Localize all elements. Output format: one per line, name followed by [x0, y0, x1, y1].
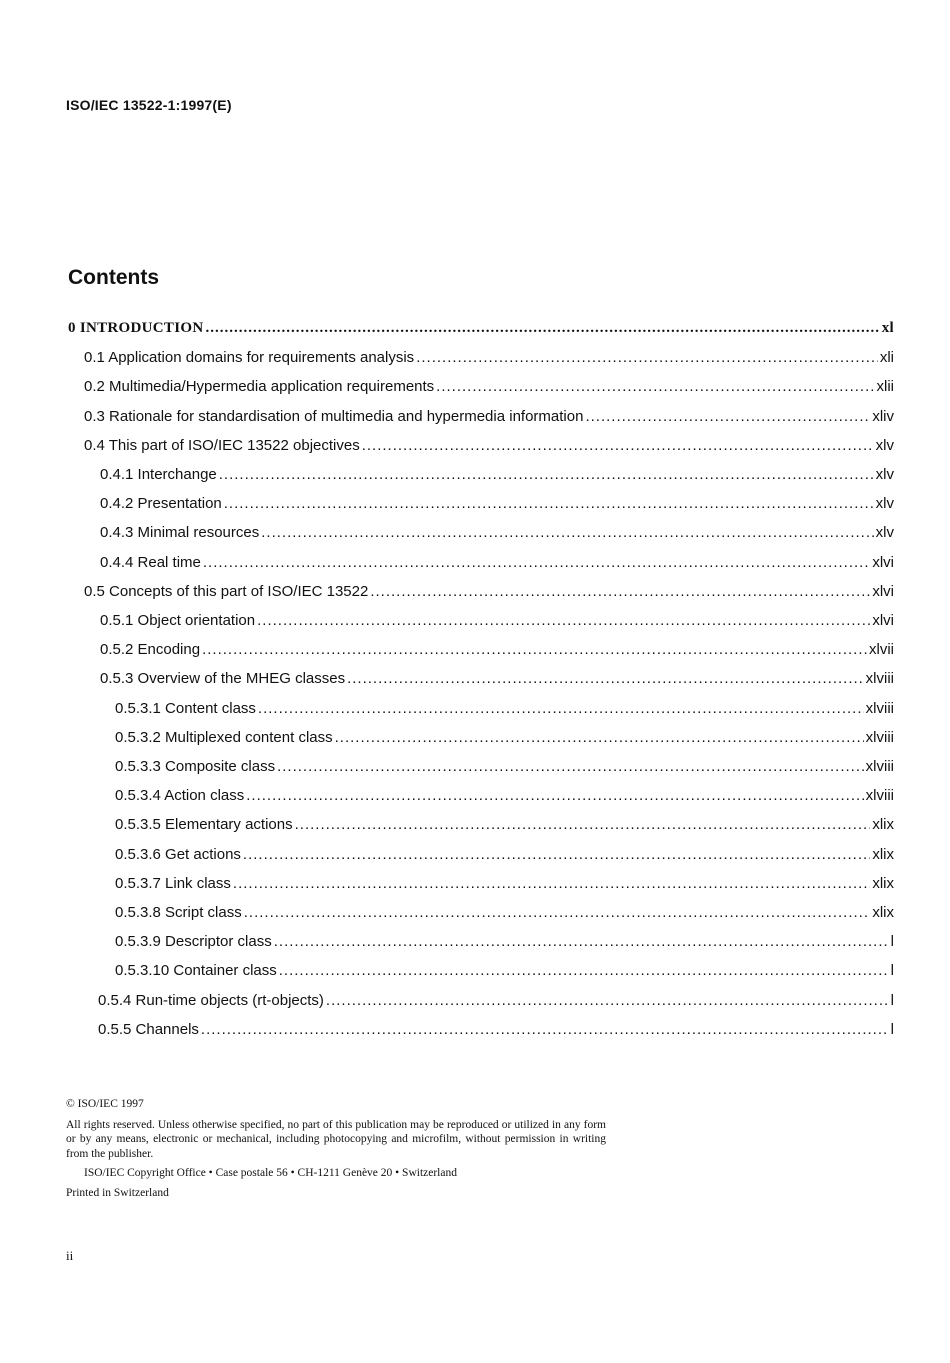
page-number: ii [66, 1248, 74, 1263]
toc-entry-label: 0.1 Application domains for requirements analysis [84, 349, 415, 366]
toc-entry[interactable] [100, 518, 894, 547]
toc-leader-dots [244, 898, 871, 927]
toc-entry-label: 0.5.4 Run-time objects (rt-objects) [98, 992, 324, 1009]
toc-entry-label: 0.2 Multimedia/Hypermedia application requirements [84, 378, 435, 395]
toc-leader-dots [203, 548, 870, 577]
toc-leader-dots [347, 664, 864, 693]
toc-entry-label: 0.5.3 Overview of the MHEG classes [100, 670, 346, 687]
toc-entry[interactable] [100, 460, 894, 489]
document-id-header: ISO/IEC 13522-1:1997(E) [66, 97, 232, 113]
toc-entry[interactable] [98, 986, 894, 1015]
toc-entry-page: l [890, 992, 894, 1009]
toc-entry[interactable] [84, 343, 894, 372]
toc-entry[interactable] [115, 956, 894, 985]
toc-entry-page: xlii [876, 378, 894, 395]
toc-leader-dots [277, 752, 864, 781]
toc-entry[interactable] [84, 402, 894, 431]
toc-leader-dots [258, 694, 864, 723]
toc-entry[interactable] [115, 840, 894, 869]
toc-entry-page: l [890, 1021, 894, 1038]
toc-leader-dots [205, 314, 879, 343]
toc-entry-label: 0.5 Concepts of this part of ISO/IEC 13522 [84, 583, 369, 600]
toc-entry-label: 0.4.2 Presentation [100, 495, 222, 512]
toc-entry-label: 0.5.1 Object orientation [100, 612, 256, 629]
toc-leader-dots [279, 956, 889, 985]
toc-entry-label: 0.5.2 Encoding [100, 641, 201, 658]
toc-leader-dots [201, 1015, 889, 1044]
toc-entry-page: xlviii [865, 729, 894, 746]
toc-entry-label: 0.5.3.3 Composite class [115, 758, 276, 775]
toc-entry-page: xlix [872, 846, 894, 863]
toc-entry-label: 0.3 Rationale for standardisation of multimedia and hypermedia information [84, 408, 584, 425]
toc-leader-dots [219, 460, 874, 489]
toc-entry[interactable] [68, 314, 894, 343]
toc-leader-dots [261, 518, 873, 547]
toc-leader-dots [224, 489, 874, 518]
toc-entry-label: 0.5.3.10 Container class [115, 962, 277, 979]
toc-leader-dots [362, 431, 874, 460]
toc-entry[interactable] [100, 548, 894, 577]
toc-entry-page: xlvii [869, 641, 894, 658]
toc-entry-page: xlix [872, 875, 894, 892]
toc-leader-dots [243, 840, 870, 869]
toc-entry-page: xl [881, 320, 894, 336]
toc-entry-label: 0.4.3 Minimal resources [100, 524, 260, 541]
toc-entry[interactable] [84, 577, 894, 606]
toc-leader-dots [335, 723, 864, 752]
toc-entry[interactable] [100, 606, 894, 635]
toc-leader-dots [233, 869, 870, 898]
toc-entry-page: xlviii [865, 758, 894, 775]
toc-entry-page: xlv [875, 495, 894, 512]
toc-entry-page: xlvi [872, 583, 894, 600]
toc-entry-page: xlix [872, 904, 894, 921]
toc-entry[interactable] [115, 781, 894, 810]
toc-entry[interactable] [84, 372, 894, 401]
toc-entry-page: xlv [875, 437, 894, 454]
toc-entry-label: 0.5.3.6 Get actions [115, 846, 241, 863]
copyright-line: © ISO/IEC 1997 [66, 1098, 144, 1110]
toc-entry-label: 0.5.3.4 Action class [115, 787, 245, 804]
toc-entry-label: 0.4.4 Real time [100, 554, 201, 571]
toc-entry-page: xlv [875, 524, 894, 541]
toc-entry[interactable] [115, 694, 894, 723]
toc-entry-label: 0.4.1 Interchange [100, 466, 217, 483]
toc-entry-label: 0.5.3.9 Descriptor class [115, 933, 272, 950]
toc-entry-label: 0.4 This part of ISO/IEC 13522 objectives [84, 437, 360, 454]
toc-entry[interactable] [115, 927, 894, 956]
toc-entry[interactable] [84, 431, 894, 460]
toc-leader-dots [326, 986, 889, 1015]
toc-entry-page: xlvi [872, 612, 894, 629]
toc-leader-dots [202, 635, 867, 664]
printed-in: Printed in Switzerland [66, 1186, 169, 1199]
contents-heading: Contents [68, 266, 159, 289]
toc-entry-label: 0.5.3.8 Script class [115, 904, 242, 921]
toc-entry[interactable] [100, 635, 894, 664]
toc-leader-dots [436, 372, 874, 401]
toc-entry[interactable] [100, 664, 894, 693]
toc-leader-dots [246, 781, 863, 810]
toc-entry[interactable] [115, 810, 894, 839]
toc-entry-page: xlviii [865, 670, 894, 687]
toc-entry-label: 0.5.3.5 Elementary actions [115, 816, 293, 833]
toc-entry[interactable] [115, 898, 894, 927]
toc-entry-page: xlviii [865, 700, 894, 717]
toc-entry-page: l [890, 962, 894, 979]
toc-entry-label: 0.5.3.1 Content class [115, 700, 256, 717]
toc-leader-dots [416, 343, 878, 372]
toc-entry-page: l [890, 933, 894, 950]
toc-entry-page: xlv [875, 466, 894, 483]
toc-leader-dots [257, 606, 870, 635]
toc-entry[interactable] [115, 869, 894, 898]
toc-entry-label: 0.5.3.7 Link class [115, 875, 231, 892]
toc-entry[interactable] [115, 752, 894, 781]
toc-leader-dots [274, 927, 889, 956]
toc-entry[interactable] [115, 723, 894, 752]
toc-leader-dots [295, 810, 871, 839]
toc-leader-dots [585, 402, 870, 431]
toc-entry[interactable] [98, 1015, 894, 1044]
toc-entry-label: 0.5.5 Channels [98, 1021, 199, 1038]
toc-entry[interactable] [100, 489, 894, 518]
toc-entry-page: xliv [872, 408, 894, 425]
copyright-notice [66, 1097, 606, 1200]
copyright-office-address: ISO/IEC Copyright Office • Case postale 56 • CH-1211 Genève 20 • Switzerland [84, 1167, 457, 1179]
toc-entry-label: 0 INTRODUCTION [68, 320, 204, 336]
toc-leader-dots [370, 577, 870, 606]
toc-entry-page: xlix [872, 816, 894, 833]
toc-entry-page: xlvi [872, 554, 894, 571]
rights-statement: All rights reserved. Unless otherwise specified, no part of this publication may be reproduced or utilized in any form or by any means, electronic or mechanical, including photocopying and microfilm, without permission in writing from the publisher. [66, 1118, 606, 1160]
toc-entry-page: xlviii [865, 787, 894, 804]
toc-entry-label: 0.5.3.2 Multiplexed content class [115, 729, 333, 746]
toc-entry-page: xli [879, 349, 894, 366]
